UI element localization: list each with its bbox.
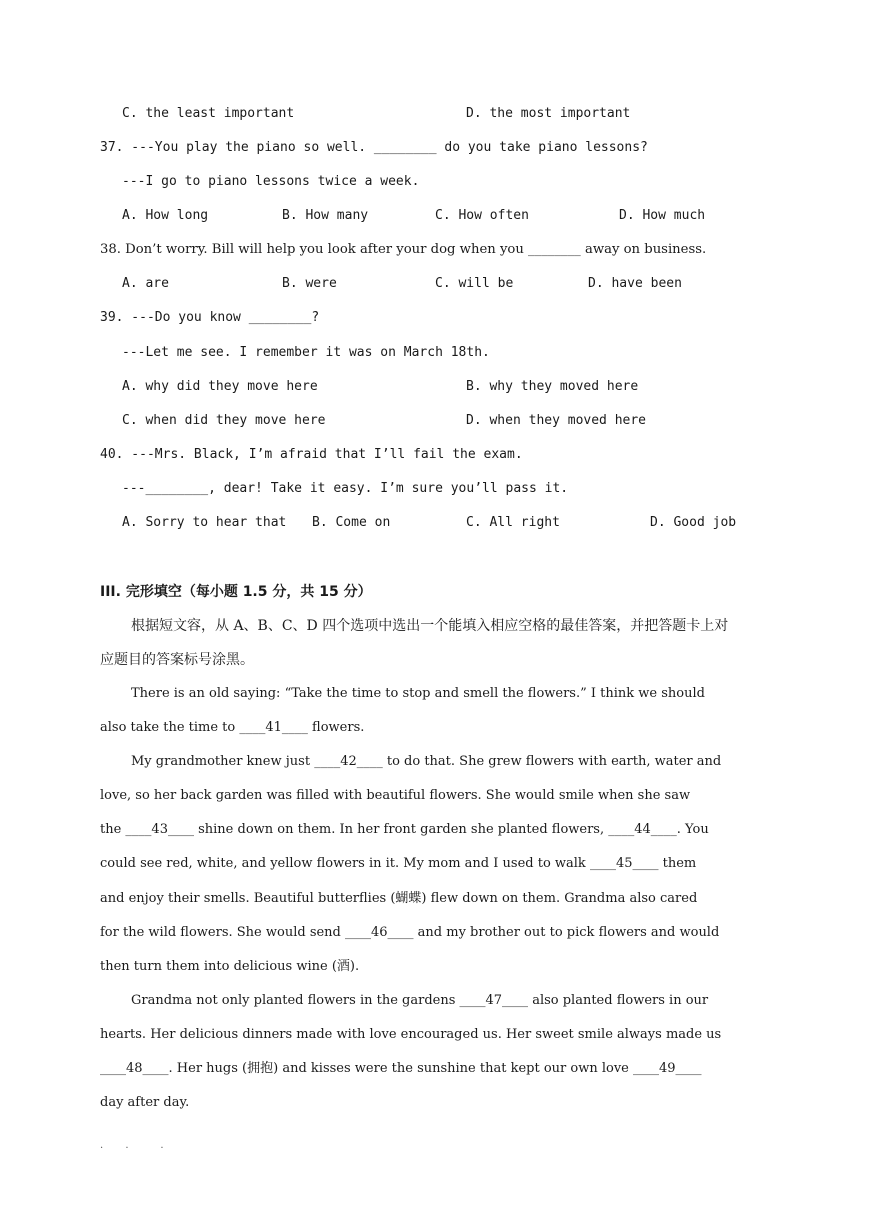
q40-option-b: B. Come on [312, 515, 391, 530]
q39-option-d: D. when they moved here [466, 413, 647, 428]
passage-line: day after day. [100, 1095, 190, 1110]
instruction-line-2: 应题目的答案标号涂黑。 [100, 652, 254, 668]
passage-line: then turn them into delicious wine (酒). [100, 959, 360, 974]
passage-line: There is an old saying: “Take the time to stop and smell the flowers.” I think we should [131, 686, 705, 701]
passage-line: love, so her back garden was filled with beautiful flowers. She would smile when she saw [100, 788, 691, 803]
q37-option-b: B. How many [282, 208, 369, 223]
section-heading: III. 完形填空（每小题 1.5 分，共 15 分） [100, 584, 372, 600]
passage-line: Grandma not only planted flowers in the gardens ____47____ also planted flowers in our [131, 993, 709, 1008]
q40-reply: ---________, dear! Take it easy. I’m sure you’ll pass it. [122, 481, 569, 496]
q36-option-c: C. the least important [122, 106, 295, 121]
footer-dots: . . . [100, 1140, 164, 1151]
q40-stem: 40. ---Mrs. Black, I’m afraid that I’ll fail the exam. [100, 447, 523, 462]
q36-option-d: D. the most important [466, 106, 631, 121]
q39-option-b: B. why they moved here [466, 379, 639, 394]
passage-line: ____48____. Her hugs (拥抱) and kisses were the sunshine that kept our own love ____49____ [100, 1061, 702, 1076]
q37-option-c: C. How often [435, 208, 529, 223]
passage-line: hearts. Her delicious dinners made with love encouraged us. Her sweet smile always made us [100, 1027, 722, 1042]
q39-stem: 39. ---Do you know ________? [100, 310, 320, 325]
passage-line: for the wild flowers. She would send ____46____ and my brother out to pick flowers and would [100, 925, 720, 940]
q38-option-d: D. have been [588, 276, 682, 291]
q39-reply: ---Let me see. I remember it was on March 18th. [122, 345, 490, 360]
q40-option-d: D. Good job [650, 515, 737, 530]
q40-option-c: C. All right [466, 515, 560, 530]
q37-reply: ---I go to piano lessons twice a week. [122, 174, 420, 189]
q38-stem: 38. Don’t worry. Bill will help you look after your dog when you ________ away on business. [100, 242, 707, 257]
passage-line: could see red, white, and yellow flowers in it. My mom and I used to walk ____45____ them [100, 856, 697, 871]
passage-line: My grandmother knew just ____42____ to do that. She grew flowers with earth, water and [131, 754, 722, 769]
passage-line: also take the time to ____41____ flowers. [100, 720, 365, 735]
q38-option-b: B. were [282, 276, 337, 291]
q40-option-a: A. Sorry to hear that [122, 515, 287, 530]
q38-option-a: A. are [122, 276, 169, 291]
instruction-line-1: 根据短文容，从 A、B、C、D 四个选项中选出一个能填入相应空格的最佳答案，并把答题卡上对 [131, 618, 729, 634]
q39-option-c: C. when did they move here [122, 413, 326, 428]
q37-stem: 37. ---You play the piano so well. ________ do you take piano lessons? [100, 140, 648, 155]
q39-option-a: A. why did they move here [122, 379, 318, 394]
passage-line: and enjoy their smells. Beautiful butterflies (蝴蝶) flew down on them. Grandma also cared [100, 891, 698, 906]
q37-option-d: D. How much [619, 208, 706, 223]
q38-option-c: C. will be [435, 276, 514, 291]
passage-line: the ____43____ shine down on them. In her front garden she planted flowers, ____44____. You [100, 822, 709, 837]
q37-option-a: A. How long [122, 208, 209, 223]
